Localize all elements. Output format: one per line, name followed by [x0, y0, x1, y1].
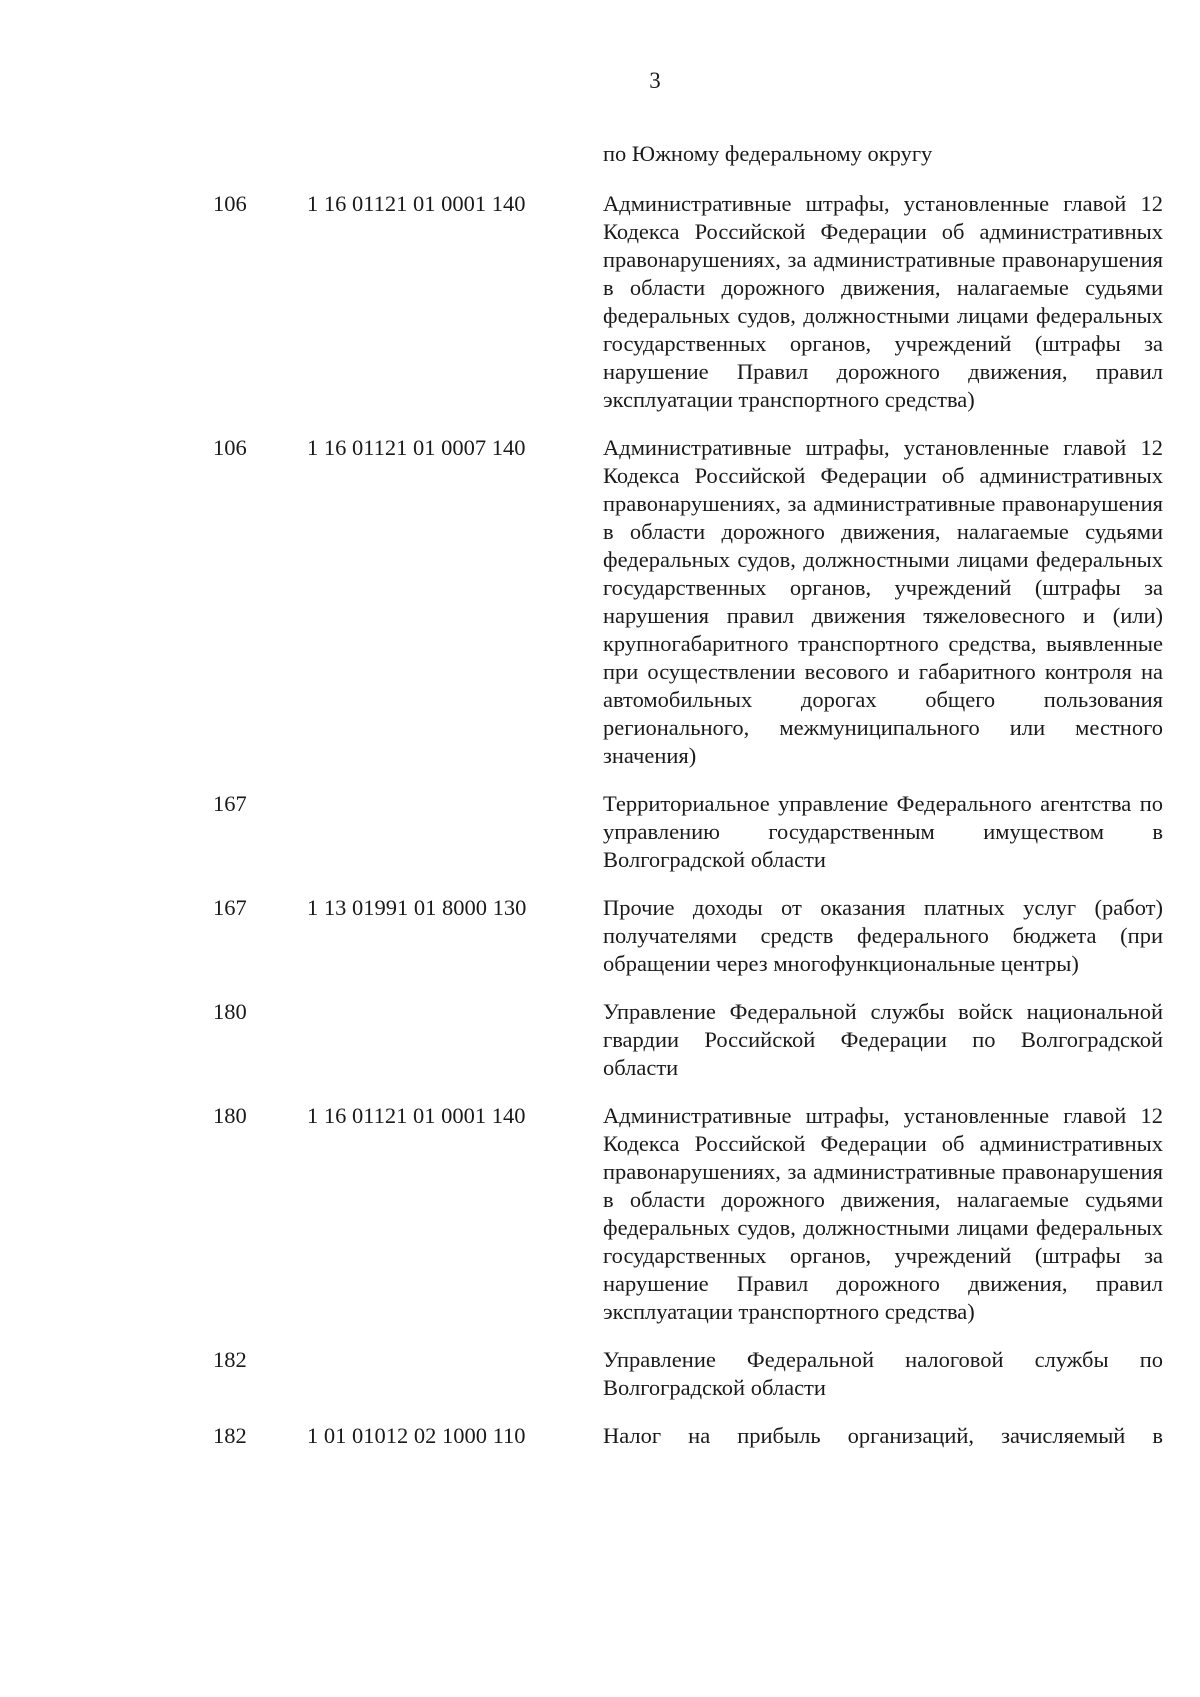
budget-classification-code: 1 16 01121 01 0001 140 — [307, 1103, 526, 1128]
admin-code: 106 — [213, 435, 247, 460]
revenue-name: Административные штрафы, установленные главой 12 Кодекса Российской Федерации об административных правонарушениях, за административные правонарушения в области дорожного движения, налагаемые судьями федеральных судов, должностными лицами федеральных государственных органов, учреждений (штрафы за нарушение Правил дорожного движения, правил эксплуатации транспортного средства) — [603, 191, 1163, 412]
revenue-name: Управление Федеральной налоговой службы по Волгоградской области — [603, 1347, 1163, 1400]
table-row — [0, 140, 1200, 168]
admin-code: 167 — [213, 895, 247, 920]
revenue-name: Административные штрафы, установленные главой 12 Кодекса Российской Федерации об административных правонарушениях, за административные правонарушения в области дорожного движения, налагаемые судьями федеральных судов, должностными лицами федеральных государственных органов, учреждений (штрафы за нарушения правил движения тяжеловесного и (или) крупногабаритного транспортного средства, выявленные при осуществлении весового и габаритного контроля на автомобильных дорогах общего пользования регионального, межмуниципального или местного значения) — [603, 435, 1163, 768]
admin-code: 182 — [213, 1423, 247, 1448]
budget-classification-code: 1 16 01121 01 0007 140 — [307, 435, 526, 460]
revenue-name: Прочие доходы от оказания платных услуг (работ) получателями средств федерального бюджета (при обращении через многофункциональные центры) — [603, 895, 1163, 976]
admin-code: 180 — [213, 1103, 247, 1128]
table-row — [0, 790, 1200, 874]
table-row — [0, 190, 1200, 414]
admin-code: 182 — [213, 1347, 247, 1372]
admin-code: 167 — [213, 791, 247, 816]
table-row — [0, 1102, 1200, 1326]
revenue-name: Административные штрафы, установленные главой 12 Кодекса Российской Федерации об административных правонарушениях, за административные правонарушения в области дорожного движения, налагаемые судьями федеральных судов, должностными лицами федеральных государственных органов, учреждений (штрафы за нарушение Правил дорожного движения, правил эксплуатации транспортного средства) — [603, 1103, 1163, 1324]
page-number: 3 — [649, 68, 661, 93]
revenue-name: Территориальное управление Федерального агентства по управлению государственным имуществом в Волгоградской области — [603, 791, 1163, 872]
budget-classification-code: 1 16 01121 01 0001 140 — [307, 191, 526, 216]
revenue-name: по Южному федеральному округу — [603, 141, 933, 166]
table-row — [0, 434, 1200, 770]
budget-classification-code: 1 01 01012 02 1000 110 — [307, 1423, 526, 1448]
revenue-name: Управление Федеральной службы войск национальной гвардии Российской Федерации по Волгоградской области — [603, 999, 1163, 1080]
table-row — [0, 998, 1200, 1082]
budget-classification-code: 1 13 01991 01 8000 130 — [307, 895, 527, 920]
table-row — [0, 1422, 1200, 1450]
revenue-name: Налог на прибыль организаций, зачисляемый в — [603, 1423, 1163, 1448]
admin-code: 180 — [213, 999, 247, 1024]
table-row — [0, 1346, 1200, 1402]
table-row — [0, 894, 1200, 978]
revenue-table — [0, 140, 1200, 1470]
admin-code: 106 — [213, 191, 247, 216]
